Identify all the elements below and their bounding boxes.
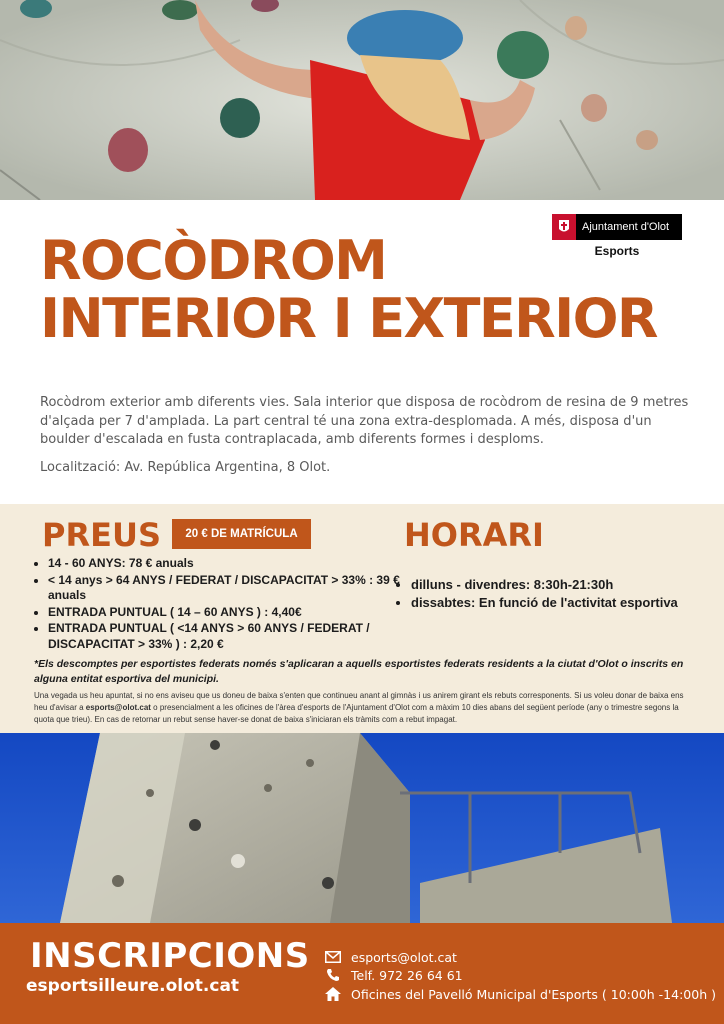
office-text: Oficines del Pavelló Municipal d'Esports ( 10:00h -14:00h ) (351, 986, 716, 1002)
climbing-wall-illustration (0, 0, 724, 200)
discount-note: *Els descomptes per esportistes federats només s'aplicaran a aquells esportistes federats residents a la ciutat d'Olot o inscrits en alguna entitat esportiva del municipi. (34, 658, 684, 685)
description: Rocòdrom exterior amb diferents vies. Sala interior que disposa de rocòdrom de resina de 9 metres d'alçada per 7 d'amplada. La part central té una zona extra-desplomada. A més, disposa d'un boulder d'escalada en fusta contraplacada, amb diferents formes i desploms. (40, 395, 689, 447)
prices-heading: PREUS (42, 516, 161, 554)
outdoor-wall-photo (0, 733, 724, 923)
fine-print-email[interactable]: esports@olot.cat (85, 703, 151, 712)
page-title (40, 229, 700, 350)
outdoor-tower-illustration (0, 733, 724, 923)
schedule-list (393, 576, 724, 612)
price-item: • < 14 anys > 64 ANYS / FEDERAT / DISCAPACITAT > 33% : 39 € anuals (48, 573, 408, 604)
price-item: • ENTRADA PUNTUAL ( <14 ANYS > 60 ANYS / FEDERAT / DISCAPACITAT > 33% ) : 2,20 € (48, 621, 408, 652)
contact-phone[interactable] (324, 967, 463, 983)
phone-text: Telf. 972 26 64 61 (351, 967, 463, 983)
header-photo (0, 0, 724, 200)
logo-text: Ajuntament d'Olot (582, 221, 670, 233)
phone-icon (324, 967, 342, 983)
schedule-item: • dissabtes: En funció de l'activitat esportiva (411, 594, 724, 612)
email-text: esports@olot.cat (351, 949, 457, 965)
fine-print (34, 690, 694, 726)
schedule-item: • dilluns - divendres: 8:30h-21:30h (411, 576, 724, 594)
website-link[interactable]: esportsilleure.olot.cat (26, 976, 240, 996)
title-line-2: INTERIOR I EXTERIOR (40, 287, 657, 350)
fine-print-before: Una vegada us heu apuntat, si no ens aviseu que us doneu de baixa s'enten que continueu anant al gimnàs i us anirem girant els rebuts corresponents. Si us voleu donar de baixa ens heu d'avisar a (34, 691, 684, 712)
envelope-icon (324, 949, 342, 965)
prices-list (30, 556, 408, 653)
location: Localització: Av. República Argentina, 8 Olot. (40, 460, 331, 475)
fine-print-after: o presencialment a les oficines de l'àrea d'esports de l'Ajuntament d'Olot com a màxim 10 dies abans del següent període (any o trimestre segons la quota que trieu). En cas de retornar un rebut sense haver-se donat de baixa s'iniciaran els tràmits com a rebut impagat. (34, 703, 679, 724)
logo-department: Esports (594, 244, 640, 258)
schedule-heading: HORARI (404, 516, 544, 554)
home-icon (324, 986, 342, 1002)
registrations-heading: INSCRIPCIONS (30, 936, 310, 976)
contact-email[interactable] (324, 949, 457, 965)
price-item: • 14 - 60 ANYS: 78 € anuals (48, 556, 408, 572)
price-item: • ENTRADA PUNTUAL ( 14 – 60 ANYS ) : 4,40€ (48, 605, 408, 621)
contact-office (324, 986, 716, 1002)
title-line-1: ROCÒDROM (40, 229, 387, 292)
registration-fee-badge: 20 € DE MATRÍCULA (172, 519, 311, 549)
